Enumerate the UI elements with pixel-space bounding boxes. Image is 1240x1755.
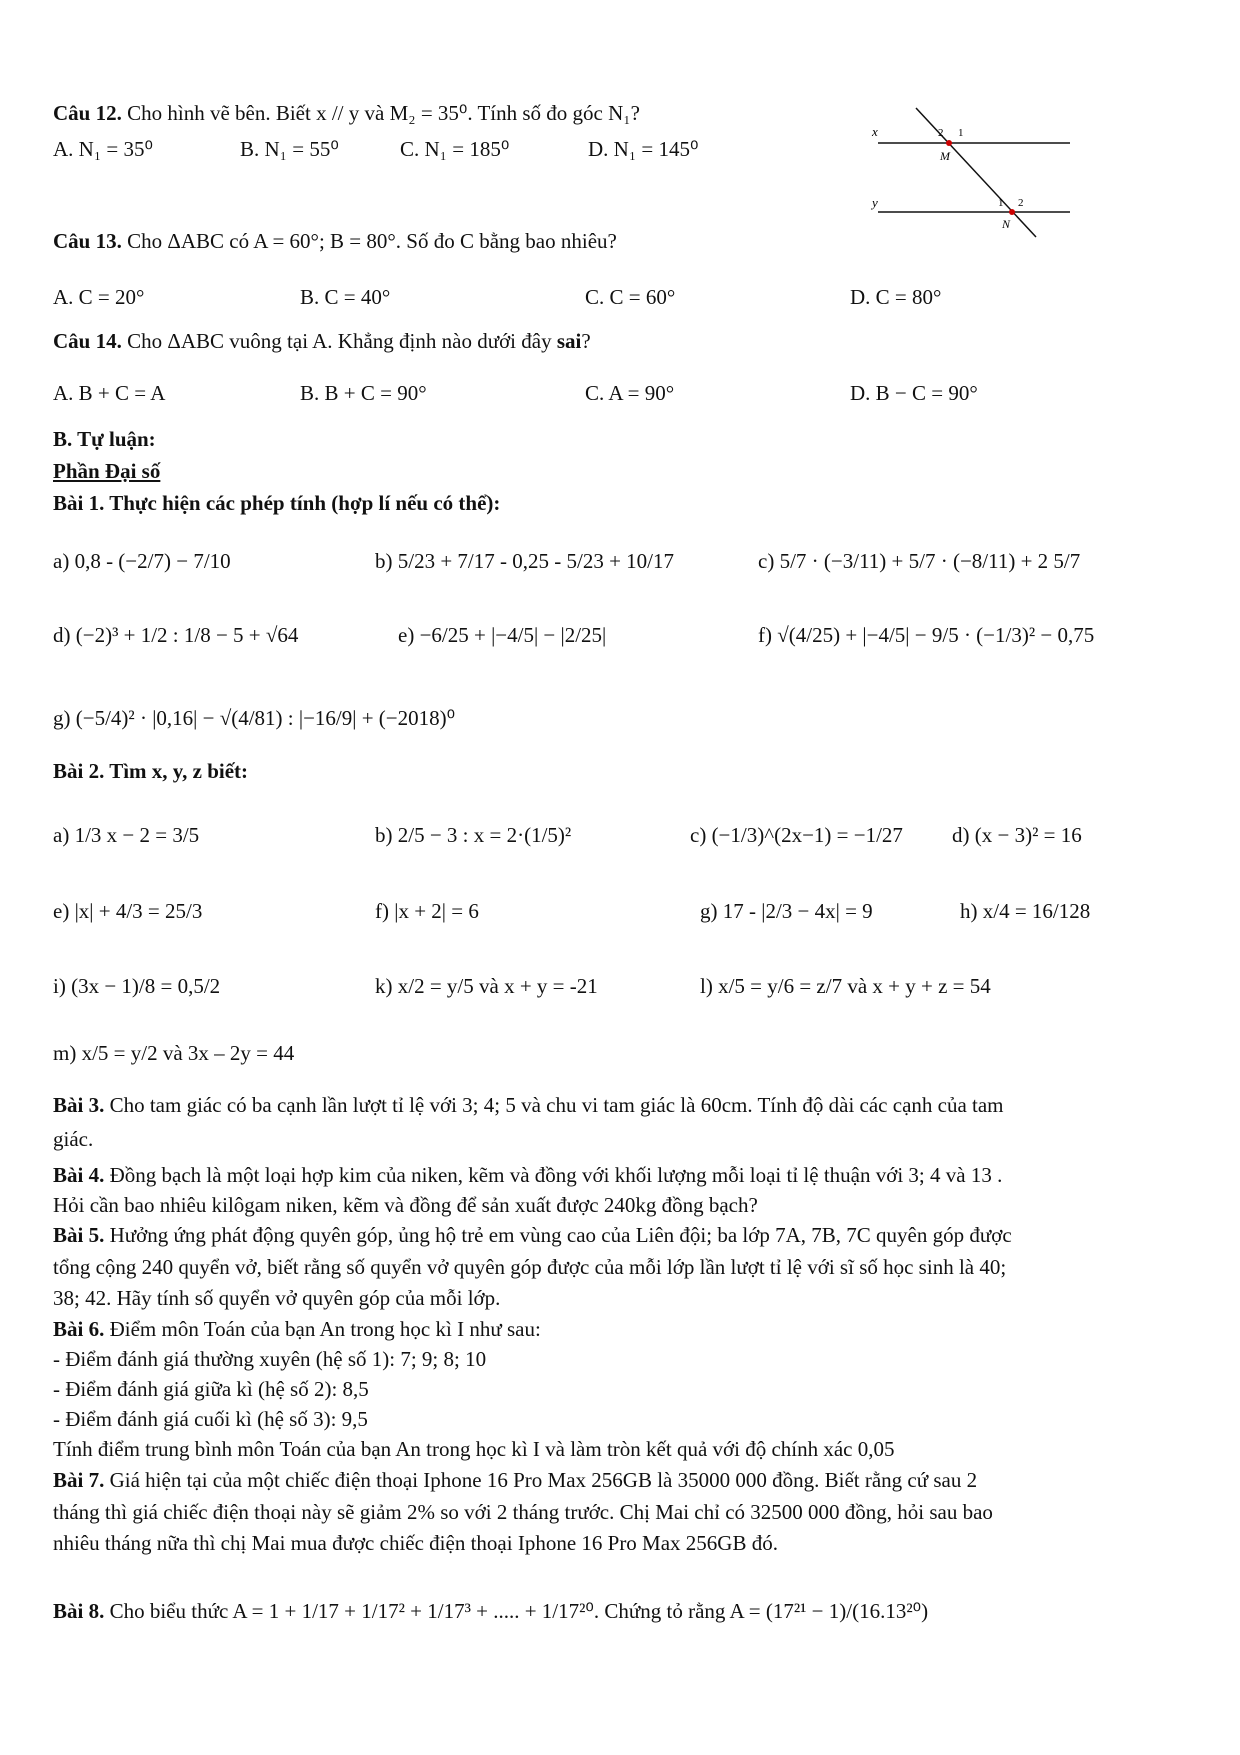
- label-n: N: [1002, 217, 1011, 231]
- bai8-expression: A = 1 + 1/17 + 1/17² + 1/17³ + ..... + 1/17²⁰: [232, 1599, 594, 1623]
- bai7-line3: nhiêu tháng nữa thì chị Mai mua được chiếc điện thoại Iphone 16 Pro Max 256GB đó.: [53, 1531, 778, 1555]
- label-m1: 1: [958, 127, 964, 139]
- bai3-line2: giác.: [53, 1127, 94, 1151]
- q14-qmark: ?: [581, 329, 591, 353]
- q13-label: Câu 13.: [53, 229, 122, 253]
- q14-label: Câu 14.: [53, 329, 122, 353]
- algebra-heading: Phần Đại số: [53, 459, 161, 483]
- bai2-e: e) |x| + 4/3 = 25/3: [53, 899, 203, 923]
- label-y: y: [872, 195, 878, 210]
- q13-option-b: B. C = 40°: [300, 285, 391, 309]
- bai2-m: m) x/5 = y/2 và 3x – 2y = 44: [53, 1041, 295, 1065]
- bai1-b: b) 5/23 + 7/17 - 0,25 - 5/23 + 10/17: [375, 549, 675, 573]
- bai8-result: A = (17²¹ − 1)/(16.13²⁰): [729, 1599, 929, 1623]
- bai6-line5: Tính điểm trung bình môn Toán của bạn An trong học kì I và làm tròn kết quả với độ chính xác 0,05: [53, 1437, 895, 1461]
- bai1-f: f) √(4/25) + |−4/5| − 9/5 · (−1/3)² − 0,75: [758, 623, 1095, 647]
- bai7-line2: tháng thì giá chiếc điện thoại này sẽ giảm 2% so với 2 tháng trước. Chị Mai chỉ có 32500 000 đồng, hỏi sau bao: [53, 1500, 993, 1524]
- bai2-d: d) (x − 3)² = 16: [952, 823, 1082, 847]
- transversal: [916, 108, 1036, 237]
- bai2-f: f) |x + 2| = 6: [375, 899, 479, 923]
- q12-option-b: B. N₁ = 55⁰: [240, 137, 339, 161]
- bai4-line2: Hỏi cần bao nhiêu kilôgam niken, kẽm và đồng để sản xuất được 240kg đồng bạch?: [53, 1193, 758, 1217]
- point-n: [1009, 209, 1015, 215]
- bai4-line1: Bài 4. Đồng bạch là một loại hợp kim của niken, kẽm và đồng với khối lượng mỗi loại tỉ lệ thuận với 3; 4 và 13 .: [53, 1163, 1003, 1187]
- bai1-a: a) 0,8 - (−2/7) − 7/10: [53, 549, 231, 573]
- bai1-c: c) 5/7 · (−3/11) + 5/7 · (−8/11) + 2 5/7: [758, 549, 1081, 573]
- bai7-line1: Bài 7. Giá hiện tại của một chiếc điện thoại Iphone 16 Pro Max 256GB là 35000 000 đồng. Biết rằng cứ sau 2: [53, 1468, 978, 1492]
- bai2-l: l) x/5 = y/6 = z/7 và x + y + z = 54: [700, 974, 991, 998]
- bai2-k: k) x/2 = y/5 và x + y = -21: [375, 974, 598, 998]
- label-n2: 2: [1018, 197, 1024, 209]
- bai2-i: i) (3x − 1)/8 = 0,5/2: [53, 974, 221, 998]
- q14-option-b: B. B + C = 90°: [300, 381, 427, 405]
- bai2-b: b) 2/5 − 3 : x = 2·(1/5)²: [375, 823, 572, 847]
- bai2-a: a) 1/3 x − 2 = 3/5: [53, 823, 200, 847]
- point-m: [946, 140, 952, 146]
- q12-option-d: D. N₁ = 145⁰: [588, 137, 699, 161]
- bai2-title: Bài 2. Tìm x, y, z biết:: [53, 759, 249, 783]
- q12-label: Câu 12.: [53, 101, 122, 125]
- q13-text: Cho ΔABC có A = 60°; B = 80°. Số đo C bằng bao nhiêu?: [127, 229, 617, 253]
- q13-question: [53, 228, 617, 254]
- part-b-heading: B. Tự luận:: [53, 427, 156, 451]
- bai5-line2: tổng cộng 240 quyển vở, biết rằng số quyển vở quyên góp được của mỗi lớp lần lượt tỉ lệ với sĩ số học sinh là 40;: [53, 1255, 1007, 1279]
- bai2-g: g) 17 - |2/3 − 4x| = 9: [700, 899, 873, 923]
- q12-option-a: A. N₁ = 35⁰: [53, 137, 153, 161]
- bai5-line1: Bài 5. Hưởng ứng phát động quyên góp, ủng hộ trẻ em vùng cao của Liên đội; ba lớp 7A, 7B, 7C quyên góp được: [53, 1223, 1012, 1247]
- q12-text: Cho hình vẽ bên. Biết x // y và M₂ = 35⁰. Tính số đo góc N₁?: [127, 101, 640, 125]
- label-n1: 1: [998, 197, 1004, 209]
- q14-option-d: D. B − C = 90°: [850, 381, 978, 405]
- bai1-e: e) −6/25 + |−4/5| − |2/25|: [398, 623, 607, 647]
- q12-question: [53, 100, 640, 126]
- bai2-c: c) (−1/3)^(2x−1) = −1/27: [690, 823, 903, 847]
- bai2-h: h) x/4 = 16/128: [960, 899, 1091, 923]
- bai6-line2: - Điểm đánh giá thường xuyên (hệ số 1): 7; 9; 8; 10: [53, 1347, 487, 1371]
- label-m2: 2: [938, 127, 944, 139]
- q13-option-a: A. C = 20°: [53, 285, 145, 309]
- bai1-d: d) (−2)³ + 1/2 : 1/8 − 5 + √64: [53, 623, 299, 647]
- bai6-line1: Bài 6. Điểm môn Toán của bạn An trong học kì I như sau:: [53, 1317, 541, 1341]
- bai1-g: g) (−5/4)² · |0,16| − √(4/81) : |−16/9| + (−2018)⁰: [53, 706, 456, 730]
- q14-text: Cho ΔABC vuông tại A. Khẳng định nào dưới đây: [127, 329, 552, 353]
- bai1-title: Bài 1. Thực hiện các phép tính (hợp lí nếu có thể):: [53, 491, 501, 515]
- bai3-line1: Bài 3. Cho tam giác có ba cạnh lần lượt tỉ lệ với 3; 4; 5 và chu vi tam giác là 60cm. Tính độ dài các cạnh của tam: [53, 1093, 1004, 1117]
- bai6-line4: - Điểm đánh giá cuối kì (hệ số 3): 9,5: [53, 1407, 368, 1431]
- q12-option-c: C. N₁ = 185⁰: [400, 137, 510, 161]
- bai5-line3: 38; 42. Hãy tính số quyển vở quyên góp của mỗi lớp.: [53, 1286, 501, 1310]
- q14-option-c: C. A = 90°: [585, 381, 675, 405]
- parallel-lines-figure: [860, 100, 1080, 240]
- q14-bold-word: sai: [556, 329, 582, 353]
- label-x: x: [872, 124, 878, 139]
- q14-question: [53, 328, 591, 354]
- bai8-line: Bài 8. Cho biểu thức A = 1 + 1/17 + 1/17² + 1/17³ + ..... + 1/17²⁰. Chứng tỏ rằng A = (17²¹ − 1)/(16.13²⁰): [53, 1599, 929, 1623]
- q13-option-d: D. C = 80°: [850, 285, 942, 309]
- bai6-line3: - Điểm đánh giá giữa kì (hệ số 2): 8,5: [53, 1377, 369, 1401]
- label-m: M: [940, 149, 950, 163]
- q14-option-a: A. B + C = A: [53, 381, 166, 405]
- q13-option-c: C. C = 60°: [585, 285, 676, 309]
